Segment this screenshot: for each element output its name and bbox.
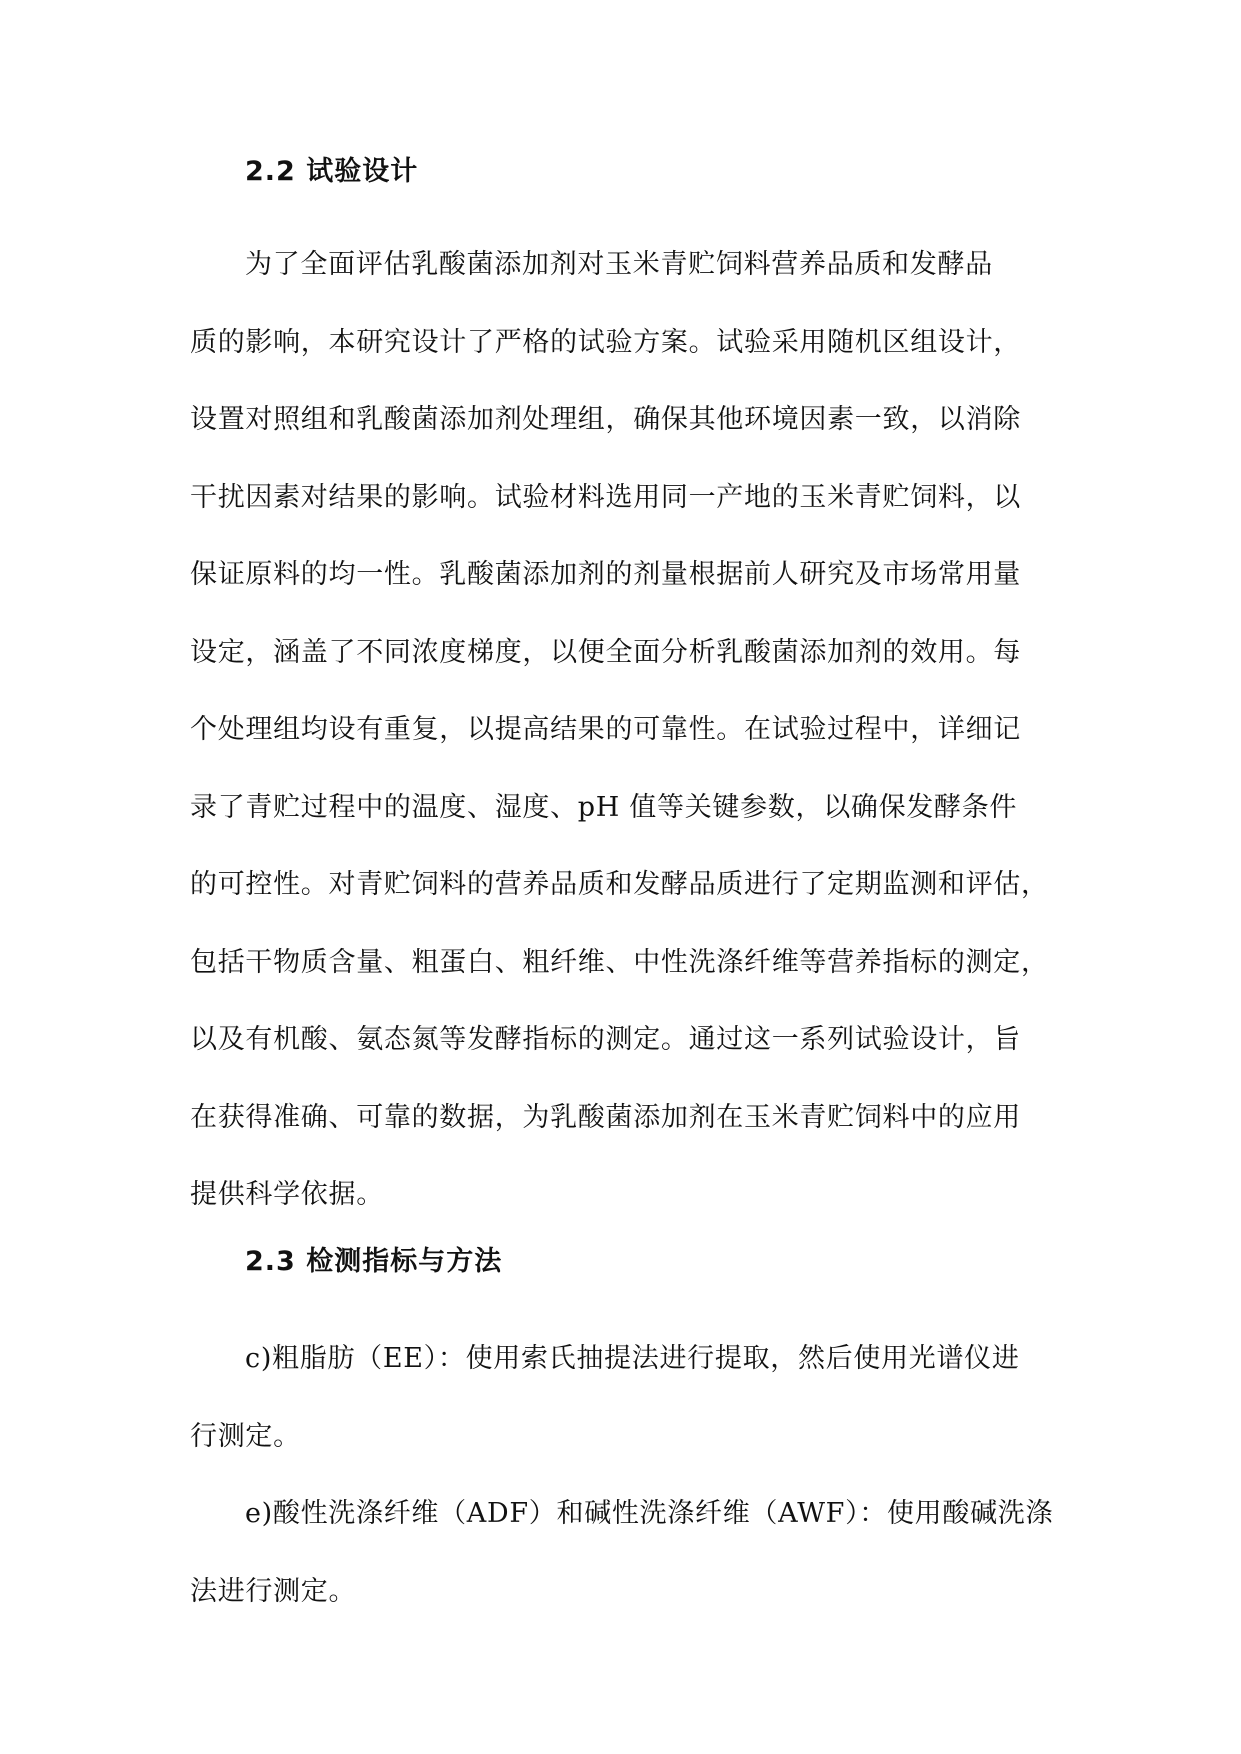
paragraph-line: 个处理组均设有重复，以提高结果的可靠性。在试验过程中，详细记 [190, 714, 1021, 745]
paragraph-line: 干扰因素对结果的影响。试验材料选用同一产地的玉米青贮饲料，以 [190, 481, 1021, 513]
paragraph-line: 保证原料的均一性。乳酸菌添加剂的剂量根据前人研究及市场常用量 [190, 559, 1021, 590]
paragraph-line: 设置对照组和乳酸菌添加剂处理组，确保其他环境因素一致，以消除 [190, 404, 1021, 435]
paragraph-line: 法进行测定。 [190, 1575, 357, 1607]
paragraph-line: 录了青贮过程中的温度、湿度、pH 值等关键参数，以确保发酵条件 [190, 791, 1018, 823]
paragraph-line: 行测定。 [190, 1420, 301, 1452]
paragraph-item-e-fiber [190, 1475, 1070, 1630]
paragraph-line: c)粗脂肪（EE）：使用索氏抽提法进行提取，然后使用光谱仪进 [245, 1343, 1020, 1374]
paragraph-line: 以及有机酸、氨态氮等发酵指标的测定。通过这一系列试验设计，旨 [190, 1024, 1021, 1055]
paragraph-experiment-design [190, 226, 1070, 1234]
paragraph-line: 的可控性。对青贮饲料的营养品质和发酵品质进行了定期监测和评估， [190, 869, 1049, 900]
paragraph-line: 质的影响，本研究设计了严格的试验方案。试验采用随机区组设计， [190, 326, 1021, 358]
paragraph-line: 在获得准确、可靠的数据，为乳酸菌添加剂在玉米青贮饲料中的应用 [190, 1101, 1021, 1133]
paragraph-line: e)酸性洗涤纤维（ADF）和碱性洗涤纤维（AWF）：使用酸碱洗涤 [245, 1498, 1054, 1529]
paragraph-item-c-crude-fat [190, 1320, 1070, 1475]
paragraph-line: 为了全面评估乳酸菌添加剂对玉米青贮饲料营养品质和发酵品 [245, 249, 993, 280]
section-heading-2-2: 2.2 试验设计 [245, 156, 419, 187]
section-heading-2-3: 2.3 检测指标与方法 [245, 1246, 503, 1277]
paragraph-line: 提供科学依据。 [190, 1179, 384, 1210]
paragraph-line: 包括干物质含量、粗蛋白、粗纤维、中性洗涤纤维等营养指标的测定， [190, 946, 1049, 978]
paragraph-line: 设定，涵盖了不同浓度梯度，以便全面分析乳酸菌添加剂的效用。每 [190, 636, 1021, 668]
